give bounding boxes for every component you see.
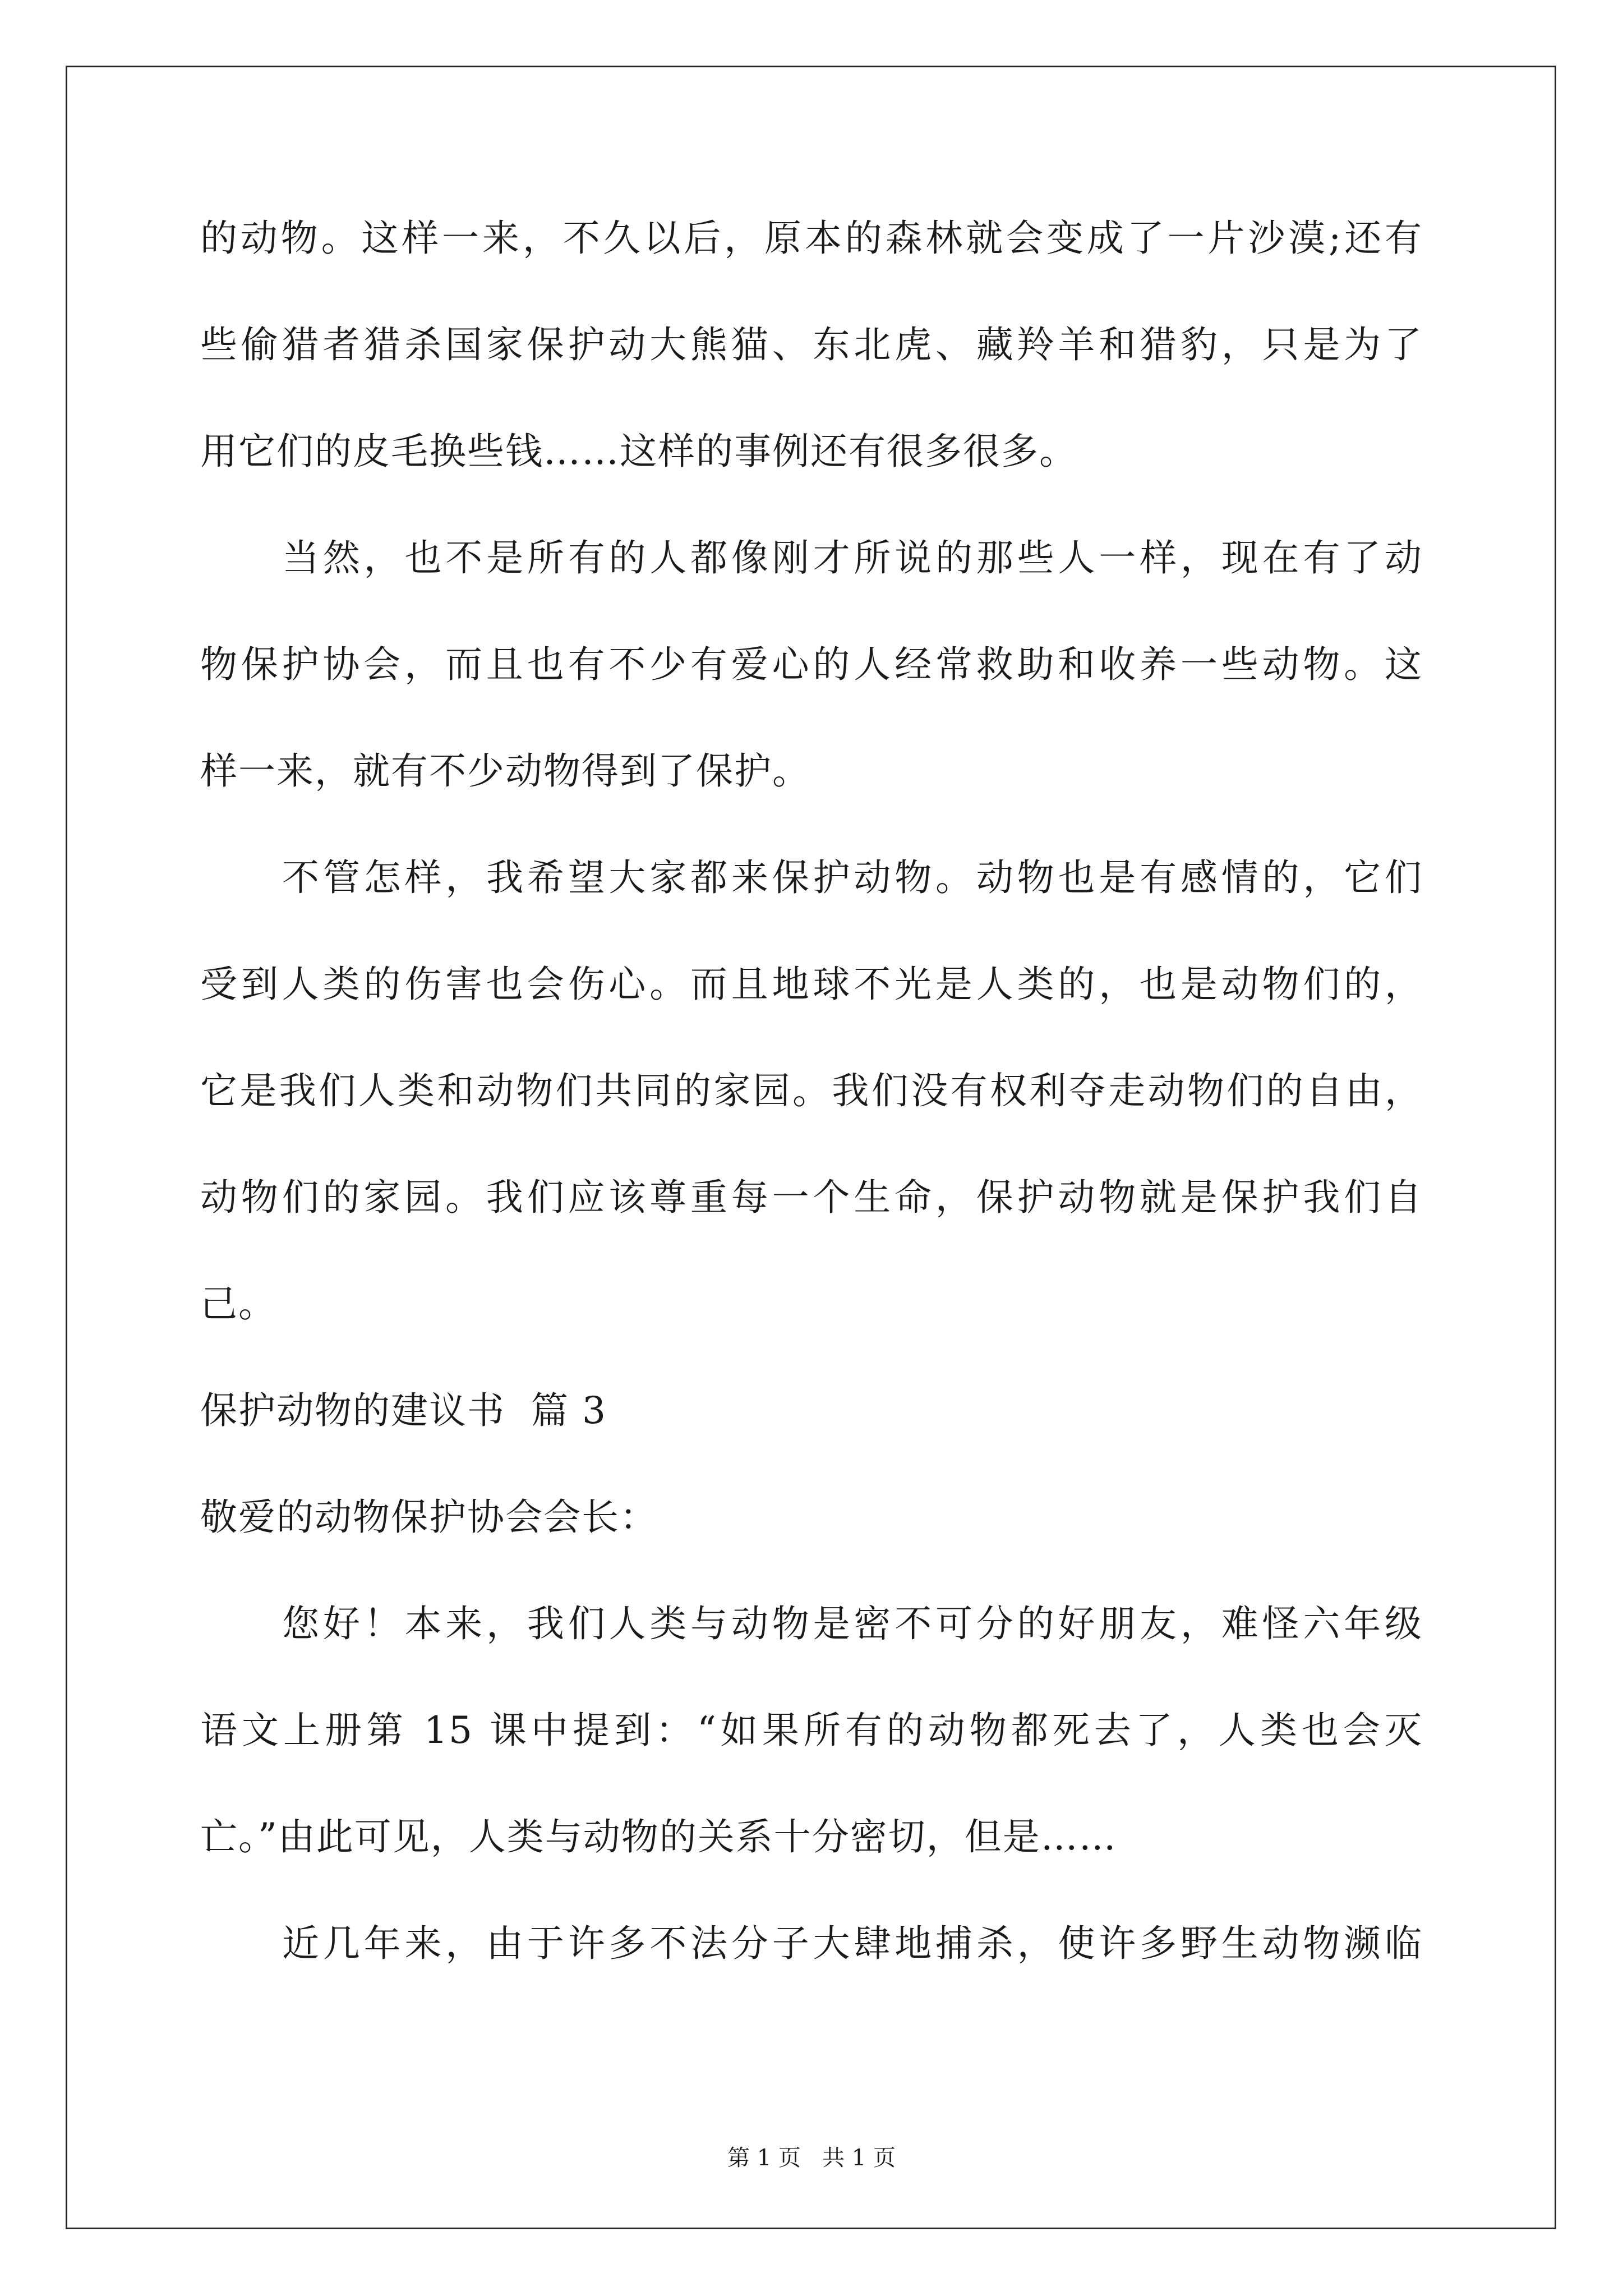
paragraph-line: 动物们的家园。我们应该尊重每一个生命，保护动物就是保护我们自 xyxy=(200,1176,1423,1219)
paragraph-line: 物保护协会，而且也有不少有爱心的人经常救助和收养一些动物。这 xyxy=(200,643,1423,686)
paragraph-line: 语文上册第 15 课中提到：“如果所有的动物都死去了，人类也会灭 xyxy=(200,1709,1423,1752)
paragraph-line: 些偷猎者猎杀国家保护动大熊猫、东北虎、藏羚羊和猎豹，只是为了 xyxy=(200,323,1423,366)
paragraph-line: 受到人类的伤害也会伤心。而且地球不光是人类的，也是动物们的， xyxy=(200,963,1423,1006)
paragraph-line: 它是我们人类和动物们共同的家园。我们没有权利夺走动物们的自由， xyxy=(200,1069,1423,1112)
paragraph-line: 样一来，就有不少动物得到了保护。 xyxy=(200,749,810,793)
paragraph-line: 不管怎样，我希望大家都来保护动物。动物也是有感情的，它们 xyxy=(282,856,1423,899)
salutation: 敬爱的动物保护协会会长： xyxy=(200,1496,658,1539)
paragraph-line: 用它们的皮毛换些钱……这样的事例还有很多很多。 xyxy=(200,430,1077,473)
paragraph-line: 亡。”由此可见，人类与动物的关系十分密切，但是…… xyxy=(200,1815,1117,1858)
paragraph-line: 近几年来，由于许多不法分子大肆地捕杀，使许多野生动物濒临 xyxy=(282,1922,1423,1965)
paragraph-line: 您好！本来，我们人类与动物是密不可分的好朋友，难怪六年级 xyxy=(282,1602,1423,1645)
paragraph-line: 的动物。这样一来，不久以后，原本的森林就会变成了一片沙漠;还有 xyxy=(200,217,1423,260)
page-number-footer: 第 1 页 共 1 页 xyxy=(727,2145,896,2171)
page-border xyxy=(66,66,1556,2229)
paragraph-line: 当然，也不是所有的人都像刚才所说的那些人一样，现在有了动 xyxy=(282,536,1423,579)
paragraph-line: 己。 xyxy=(200,1282,276,1326)
section-heading: 保护动物的建议书 篇 3 xyxy=(200,1389,607,1432)
